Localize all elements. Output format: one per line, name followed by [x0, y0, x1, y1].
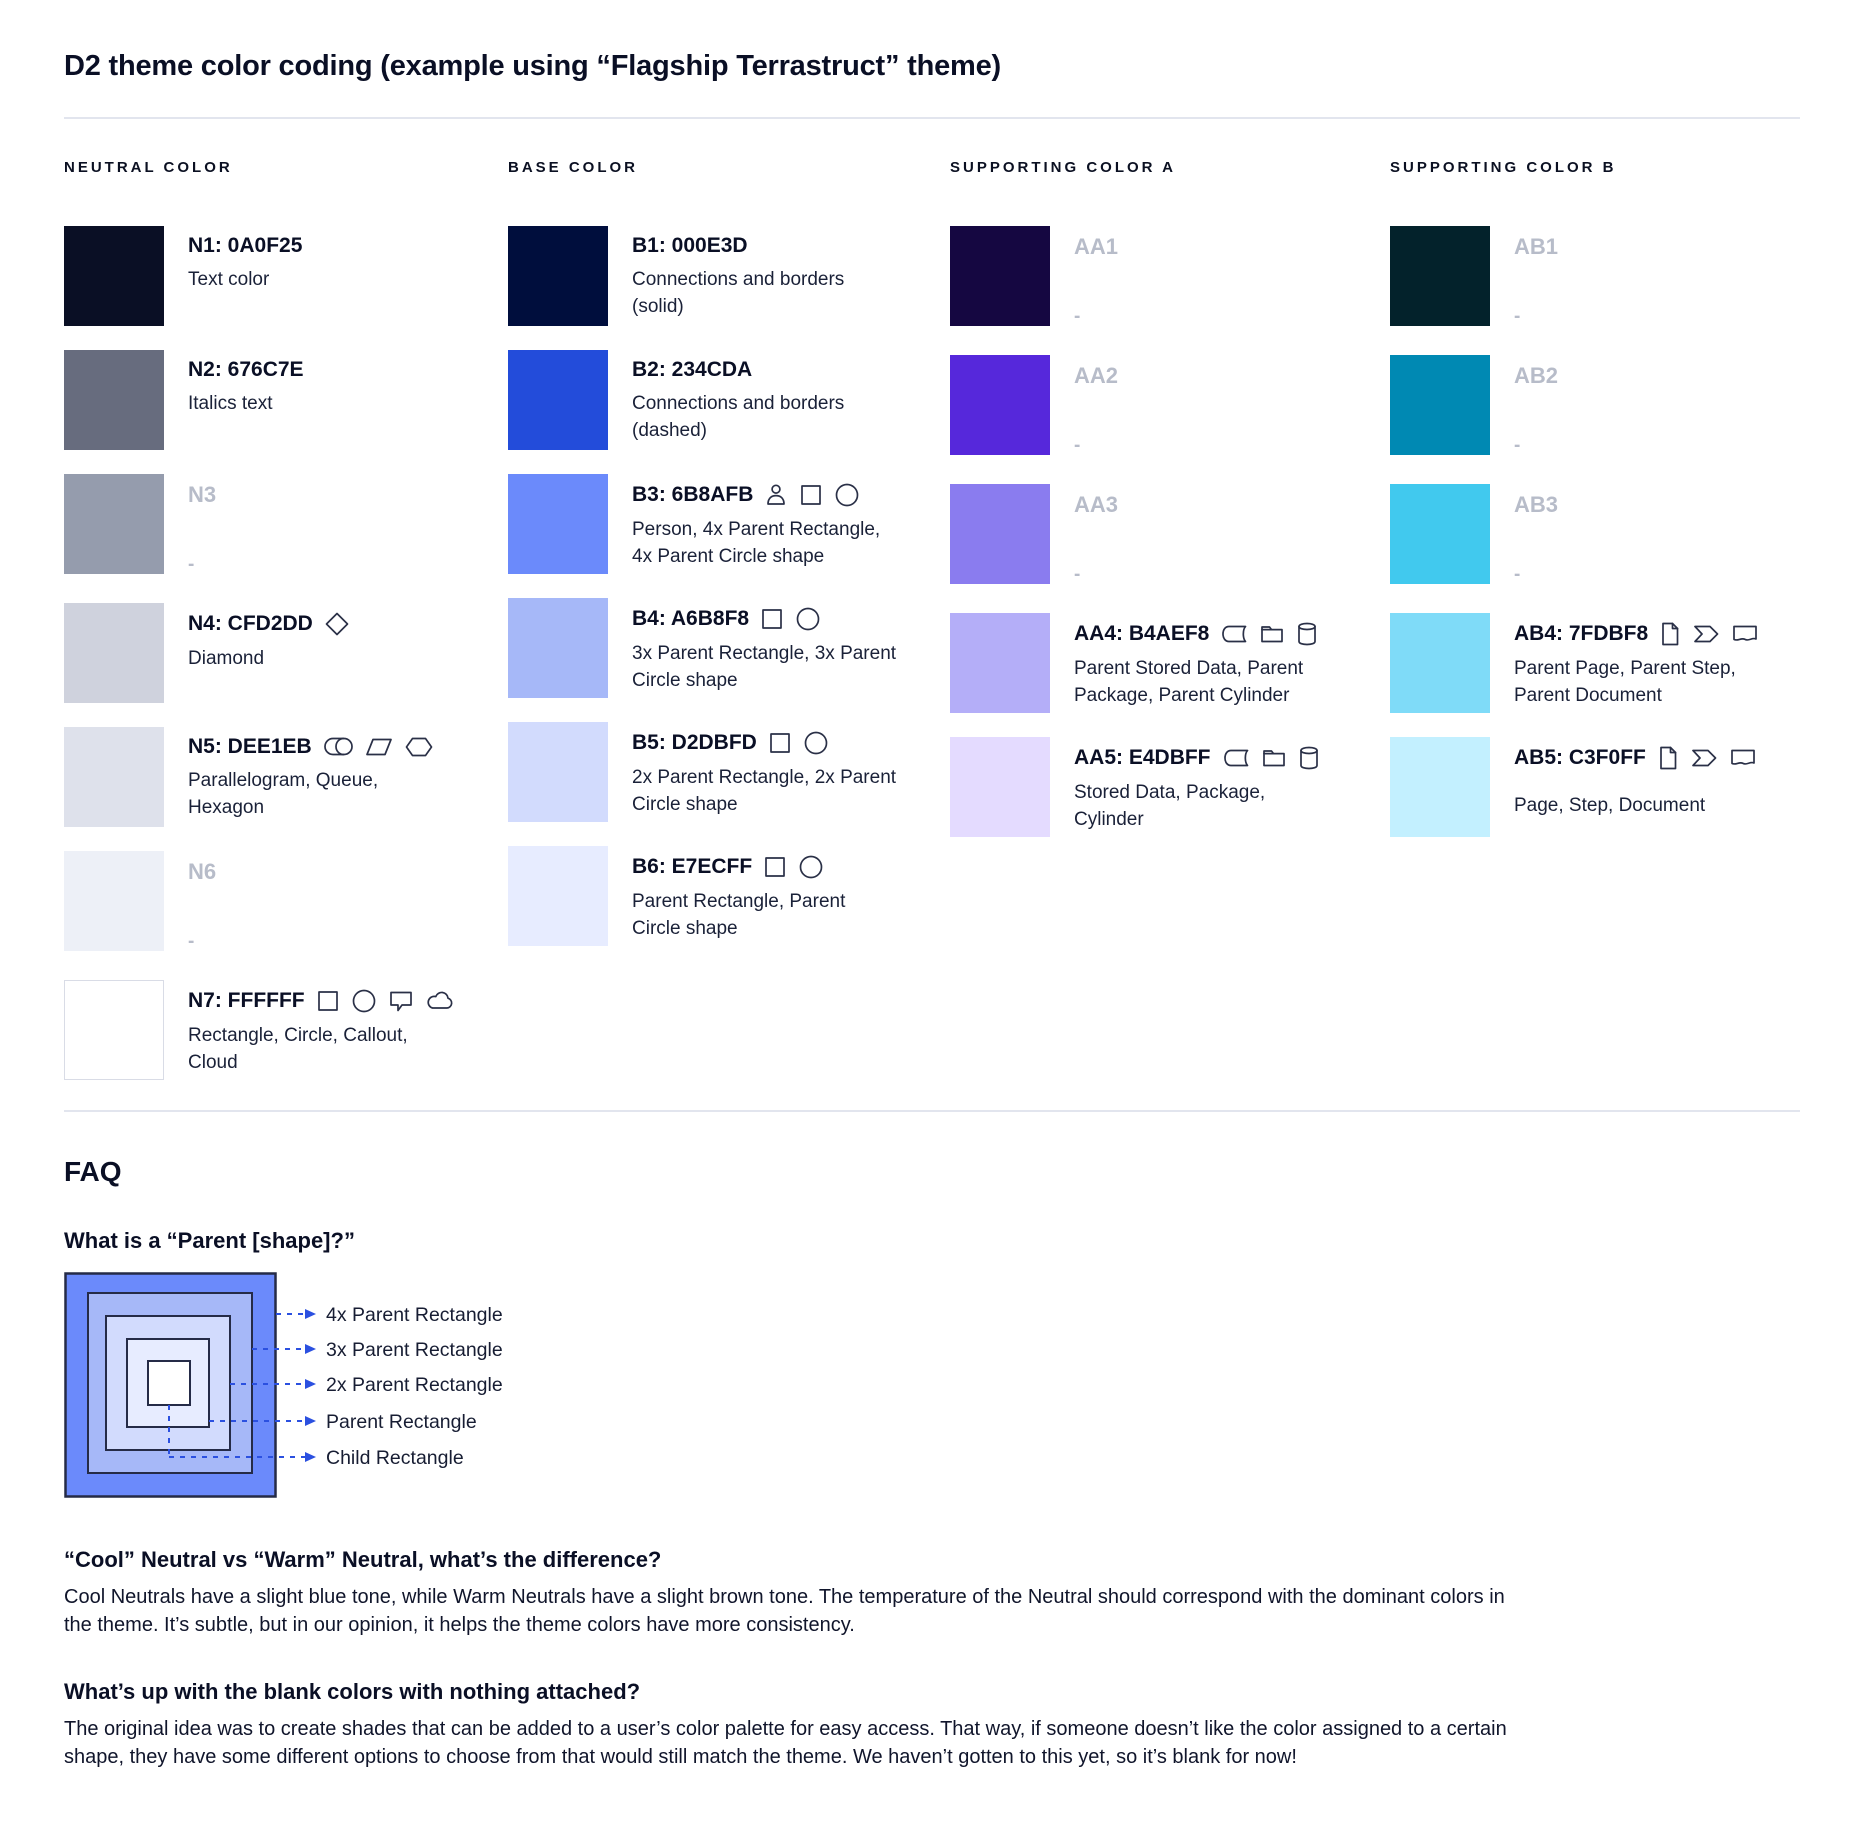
color-swatch [950, 355, 1050, 455]
parent-shape-diagram-wrap [64, 1272, 1800, 1517]
color-row-text [188, 851, 454, 956]
color-row [950, 355, 1390, 460]
color-row [64, 980, 508, 1080]
color-code: N2: 676C7E [188, 358, 304, 381]
circle-icon [803, 730, 829, 756]
color-code: N6 [188, 858, 217, 884]
color-swatch [950, 226, 1050, 326]
color-code: AB4: 7FDBF8 [1514, 621, 1649, 645]
faq-question-cool-vs-warm: “Cool” Neutral vs “Warm” Neutral, what’s the difference? [64, 1546, 662, 1572]
color-desc: Diamond [188, 647, 265, 669]
color-swatch [1390, 484, 1490, 584]
color-row-text [188, 603, 454, 673]
color-row-text [632, 350, 898, 445]
package-icon [1259, 622, 1285, 646]
color-row-text [632, 722, 898, 819]
color-row-text [632, 846, 898, 943]
document-icon [1729, 746, 1757, 770]
color-row [950, 484, 1390, 589]
color-code: N7: FFFFFF [188, 988, 305, 1012]
faq-answer-blank-colors: The original idea was to create shades that can be added to a user’s color palette for easy access. That way, if someone doesn’t like the color assigned to a certain shape, they have some different options to choose from that would still match the theme. We haven’t gotten to this yet, so it’s blank for now! [64, 1717, 1507, 1768]
color-swatch [950, 737, 1050, 837]
color-code: N3 [188, 482, 217, 507]
color-code: B5: D2DBFD [632, 731, 757, 754]
color-row [1390, 484, 1800, 589]
color-code: N1: 0A0F25 [188, 234, 303, 257]
color-swatch [64, 226, 164, 326]
color-row [1390, 355, 1800, 460]
color-swatch [508, 598, 608, 698]
color-desc: - [188, 554, 195, 575]
color-row [64, 851, 508, 956]
color-row [64, 226, 508, 326]
color-swatch [1390, 613, 1490, 713]
color-row [1390, 737, 1800, 837]
color-desc: - [1514, 563, 1521, 585]
color-code: B3: 6B8AFB [632, 483, 754, 506]
color-row-text [1074, 737, 1340, 834]
color-desc: Person, 4x Parent Rectangle, 4x Parent Circle shape [632, 519, 881, 567]
color-code: AA2 [1074, 362, 1119, 388]
page-icon [1659, 621, 1681, 647]
cylinder-icon [1296, 621, 1318, 647]
diagram-label: Parent Rectangle [326, 1410, 477, 1433]
color-code: B4: A6B8F8 [632, 607, 750, 630]
color-swatch [508, 474, 608, 574]
color-row-text [1074, 355, 1340, 460]
diagram-label: 3x Parent Rectangle [326, 1338, 503, 1361]
stored-data-icon [1220, 622, 1248, 646]
color-code: AB2 [1514, 362, 1559, 388]
color-row-text [188, 226, 454, 294]
color-row-text [1514, 613, 1780, 710]
diagram-label: 4x Parent Rectangle [326, 1303, 503, 1326]
color-code: AA4: B4AEF8 [1074, 621, 1210, 645]
color-swatch [950, 484, 1050, 584]
color-desc: Text color [188, 269, 270, 290]
color-row [64, 474, 508, 579]
color-row-text [1074, 613, 1340, 710]
cylinder-icon [1298, 745, 1320, 771]
color-desc: - [1514, 306, 1521, 327]
parallelogram-icon [365, 735, 393, 759]
color-row [64, 603, 508, 703]
column-header: SUPPORTING COLOR B [1390, 159, 1617, 176]
color-code: N5: DEE1EB [188, 734, 312, 758]
queue-icon [323, 735, 354, 758]
color-row [508, 598, 950, 698]
color-desc: Page, Step, Document [1514, 794, 1706, 816]
color-row [508, 226, 950, 326]
diagram-label: 2x Parent Rectangle [326, 1373, 503, 1396]
color-desc: Connections and borders (dashed) [632, 393, 845, 441]
circle-icon [798, 854, 824, 880]
color-row [950, 737, 1390, 837]
rectangle-icon [316, 989, 340, 1013]
color-row [508, 722, 950, 822]
color-swatch [508, 226, 608, 326]
document-icon [1731, 622, 1759, 646]
color-desc: Rectangle, Circle, Callout, Cloud [188, 1024, 408, 1073]
color-desc: 2x Parent Rectangle, 2x Parent Circle shape [632, 767, 897, 815]
color-code: B1: 000E3D [632, 234, 748, 257]
color-desc: - [1074, 563, 1081, 585]
color-swatch [64, 603, 164, 703]
rectangle-icon [799, 483, 823, 507]
color-swatch [64, 980, 164, 1080]
color-swatch [64, 851, 164, 951]
color-desc: Stored Data, Package, Cylinder [1074, 781, 1266, 830]
color-row-text [632, 226, 898, 321]
faq-question-parent-shape: What is a “Parent [shape]?” [64, 1227, 355, 1253]
page-title: D2 theme color coding (example using “Flagship Terrastruct” theme) [64, 50, 1002, 82]
diagram-arrowheads [305, 1309, 316, 1462]
color-desc: - [1514, 434, 1521, 456]
color-desc: - [1074, 434, 1081, 456]
column-supporting-b [1390, 159, 1800, 1104]
diagram-child-rectangle [148, 1361, 190, 1405]
color-code: AA1 [1074, 234, 1119, 259]
color-swatch [508, 846, 608, 946]
color-desc: Parallelogram, Queue, Hexagon [188, 769, 379, 818]
circle-icon [834, 482, 860, 508]
column-header: BASE COLOR [508, 159, 639, 176]
faq-section [64, 1156, 1800, 1771]
divider-top [64, 117, 1800, 119]
color-row [950, 613, 1390, 713]
color-row [508, 350, 950, 450]
color-row [1390, 226, 1800, 331]
color-desc: - [188, 930, 195, 952]
color-code: AA3 [1074, 491, 1119, 517]
circle-icon [795, 606, 821, 632]
cloud-icon [425, 989, 455, 1013]
color-row [508, 474, 950, 574]
color-code: B2: 234CDA [632, 358, 753, 381]
color-row [508, 846, 950, 946]
color-swatch [64, 474, 164, 574]
circle-icon [351, 988, 377, 1014]
color-desc: Parent Stored Data, Parent Package, Parent Cylinder [1074, 657, 1304, 706]
color-row-text [188, 350, 454, 418]
color-row [950, 226, 1390, 331]
diagram-label: Child Rectangle [326, 1446, 464, 1469]
color-swatch [508, 350, 608, 450]
faq-question-blank-colors: What’s up with the blank colors with nothing attached? [64, 1678, 641, 1704]
rectangle-icon [768, 731, 792, 755]
faq-heading: FAQ [64, 1155, 122, 1187]
page-icon [1657, 745, 1679, 771]
column-header: NEUTRAL COLOR [64, 159, 233, 176]
hexagon-icon [404, 735, 434, 759]
person-icon [764, 483, 788, 507]
color-row-text [188, 474, 454, 579]
color-desc: Parent Rectangle, Parent Circle shape [632, 891, 846, 939]
color-row [64, 350, 508, 450]
color-row-text [188, 980, 454, 1077]
color-row-text [1514, 737, 1780, 820]
color-row-text [632, 598, 898, 695]
column-base [508, 159, 950, 1104]
color-desc: Parent Page, Parent Step, Parent Document [1514, 657, 1736, 706]
color-code: AB5: C3F0FF [1514, 745, 1646, 769]
diamond-icon [324, 611, 350, 637]
color-row-text [1074, 484, 1340, 589]
rectangle-icon [760, 607, 784, 631]
color-swatch [508, 722, 608, 822]
callout-icon [388, 988, 414, 1014]
color-swatch [950, 613, 1050, 713]
color-row-text [1514, 226, 1780, 331]
color-row-text [632, 474, 898, 571]
color-swatch [1390, 355, 1490, 455]
color-swatch [64, 350, 164, 450]
step-icon [1690, 746, 1718, 770]
color-row [1390, 613, 1800, 713]
color-desc: - [1074, 306, 1081, 327]
color-desc: Connections and borders (solid) [632, 269, 845, 317]
faq-answer-cool-vs-warm: Cool Neutrals have a slight blue tone, while Warm Neutrals have a slight brown tone. The temperature of the Neutral should correspond with the dominant colors in the theme. It’s subtle, but in our opinion, it helps the theme colors have more consistency. [64, 1585, 1505, 1636]
color-row-text [1514, 355, 1780, 460]
color-swatch [1390, 737, 1490, 837]
color-code: AB3 [1514, 491, 1559, 517]
color-grid [64, 159, 1800, 1104]
color-code: AA5: E4DBFF [1074, 745, 1211, 769]
color-desc: 3x Parent Rectangle, 3x Parent Circle shape [632, 643, 897, 691]
package-icon [1261, 746, 1287, 770]
color-code: B6: E7ECFF [632, 855, 753, 878]
column-supporting-a [950, 159, 1390, 1104]
color-swatch [64, 727, 164, 827]
column-header: SUPPORTING COLOR A [950, 159, 1176, 176]
color-row [64, 727, 508, 827]
stored-data-icon [1222, 746, 1250, 770]
column-neutral [64, 159, 508, 1104]
color-code: N4: CFD2DD [188, 611, 313, 635]
color-row-text [1514, 484, 1780, 589]
step-icon [1692, 622, 1720, 646]
color-row-text [1074, 226, 1340, 331]
rectangle-icon [763, 855, 787, 879]
color-desc: Italics text [188, 393, 273, 414]
color-row-text [188, 727, 454, 822]
parent-shape-diagram [64, 1272, 684, 1512]
color-swatch [1390, 226, 1490, 326]
divider-middle [64, 1110, 1800, 1112]
color-code: AB1 [1514, 234, 1559, 259]
